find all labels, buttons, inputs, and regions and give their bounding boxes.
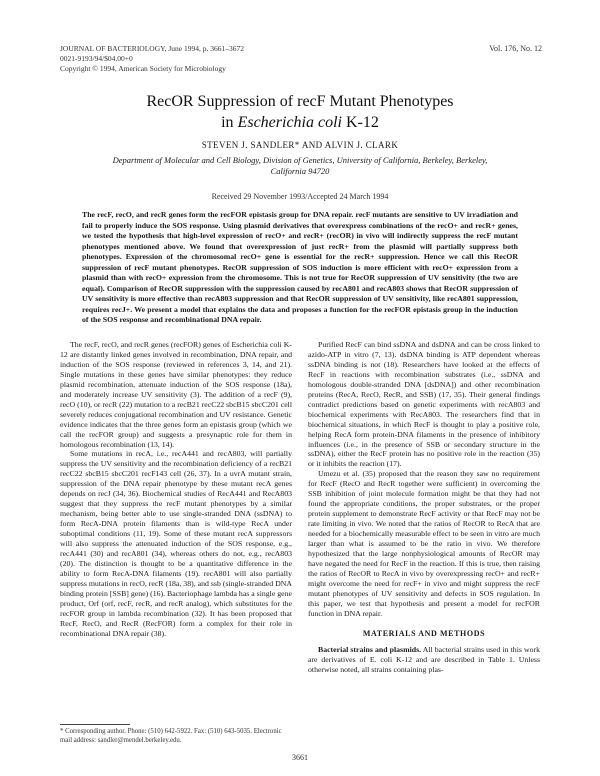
- issn-line: 0021-9193/94/$04.00+0: [60, 54, 133, 63]
- title-prefix: in: [221, 114, 238, 131]
- title-organism: Escherichia coli: [237, 114, 342, 131]
- paragraph-text: All bacterial strains used in this work are derivatives of E. coli K-12 and are described in Table 1. Unless otherwise noted, all strains containing plas-: [308, 644, 541, 674]
- right-column: [308, 340, 540, 675]
- body-paragraph: Purified RecF can bind ssDNA and dsDNA and can be cross linked to azido-ATP in vitro (7, 13). dsDNA binding is ATP dependent whereas ssDNA binding is not (18). Researchers have looked at the effects of RecF in reactions with recombination substrates (i.e., ssDNA and homologous double-stranded DNA [dsDNA]) and other recombination proteins (RecA, RecO, RecR, and SSB) (17, 35). Their general findings contradict predictions based on genetic experiments with recA803 and biochemical experiments with RecA803. The researchers find that in biochemical situations, in which RecF is thought to play a positive role, helping RecA form protein-DNA filaments in the presence of inhibitory influences (i.e., in the presence of SSB or secondary structure in the ssDNA), either the RecF protein has no positive role in the reaction (35) or it inhibits the reaction (17).: [308, 340, 540, 469]
- volume-number: Vol. 176, No. 12: [489, 44, 542, 53]
- body-paragraph: Umezu et al. (35) proposed that the reason they saw no requirement for RecF (RecO and RecR together were sufficient) in overcoming the SSB inhibition of joint molecule formation might be that they had not found the appropriate conditions, the proper substrates, or the proper protein supplement to demonstrate RecF activity or that RecF may not be rate limiting in vivo. We noted that the ratios of RecOR to RecA that are needed for a biochemically measurable effect to be seen in vitro are much larger than what is assumed to be the ratio in vivo. We therefore hypothesized that the large nonphysiological amounts of RecOR may have negated the need for RecF in the reaction. If this is true, then raising the ratios of RecOR to RecA in vivo by overexpressing recO+ and recR+ might overcome the need for recF+ in vivo and might suppress the recF mutant phenotypes of UV sensitivity and defects in SOS regulation. In this paper, we test that hypothesis and present a model for recFOR function in DNA repair.: [308, 469, 540, 618]
- copyright-line: Copyright © 1994, American Society for Microbiology: [60, 64, 226, 73]
- author-affiliation: Department of Molecular and Cell Biology, Division of Genetics, University of California, Berkeley, Berkeley, California 94720: [112, 155, 488, 176]
- article-title: [40, 91, 560, 133]
- section-heading: MATERIALS AND METHODS: [362, 628, 486, 638]
- title-suffix: K-12: [341, 114, 379, 131]
- body-paragraph: Some mutations in recA, i.e., recA441 and recA803, will partially suppress the UV sensitivity and the recombination deficiency of a recB21 recC22 sbcB15 sbcC201 recF143 cell (26, 37). In a uvrA mutant strain, suppression of the DNA repair phenotype by these mutant recA genes depends on recJ (34, 36). Biochemical studies of RecA441 and RecA803 suggest that they suppress the recF mutant phenotypes by a similar mechanism, being better able to use single-stranded DNA (ssDNA) to form RecA-DNA protein filaments than is wild-type RecA under suboptimal conditions (11, 19). Some of these mutant recA suppressors will also suppress the attenuated induction of the SOS response, e.g., recA441 (30) and recA801 (34), whereas others do not, e.g., recA803 (20). The distinction is thought to be a quantitative difference in the ability to form RecA-DNA filaments (19). recA801 will also partially suppress mutations in recO, recR (18a, 38), and ssb (single-stranded DNA binding protein [SSB] gene) (16). Bacteriophage lambda has a single gene product, Orf (orf, recF, recR, and recR analog), which substitutes for the recFOR group in lambda recombination (32). It has been proposed that RecF, RecO, and RecR (RecFOR) form a complex for their role in recombinational DNA repair (38).: [60, 449, 292, 638]
- subsection-runin-heading: Bacterial strains and plasmids.: [318, 644, 422, 654]
- footnote-rule: [60, 724, 130, 725]
- journal-citation: JOURNAL OF BACTERIOLOGY, June 1994, p. 3661–3672: [60, 44, 244, 53]
- title-line-1: RecOR Suppression of recF Mutant Phenotypes: [146, 93, 454, 110]
- corresponding-author-footnote: * Corresponding author. Phone: (510) 642-5922. Fax: (510) 643-5035. Electronic mail address: sandler@mendel.berkeley.edu.: [60, 728, 282, 744]
- received-dates: Received 29 November 1993/Accepted 24 March 1994: [211, 192, 389, 201]
- abstract: The recF, recO, and recR genes form the recFOR epistasis group for DNA repair. recF mutants are sensitive to UV irradiation and fail to properly induce the SOS response. Using plasmid derivatives that overexpress combinations of the recO+ and recR+ genes, we tested the hypothesis that high-level expression of recO+ and recR+ (recOR) in vivo will indirectly suppress the recF mutant phenotypes mentioned above. We found that overexpression of just recR+ from the plasmid will partially suppress both phenotypes. Expression of the chromosomal recO+ gene is essential for the recR+ suppression. Hence we call this RecOR suppression of recF mutant phenotypes. RecOR suppression of SOS induction is more efficient with recO+ expression from a plasmid than with recO+ expression from the chromosome. This is not true for RecOR suppression of UV sensitivity (the two are equal). Comparison of RecOR suppression with the suppression caused by recA801 and recA803 shows that RecOR suppression of UV sensitivity is more effective than recA803 suppression and that RecOR suppression of UV sensitivity, like recA801 suppression, requires recJ+. We present a model that explains the data and proposes a function for the recFOR epistasis group in the induction of the SOS response and recombinational DNA repair.: [82, 210, 518, 324]
- body-paragraph: The recF, recO, and recR genes (recFOR) genes of Escherichia coli K-12 are distantly linked genes involved in recombination, DNA repair, and induction of the SOS response (reviewed in references 3, 14, and 21). Single mutations in these genes have similar phenotypes: they reduce plasmid recombination, attenuate induction of the SOS response (18a), and moderately increase UV sensitivity (3). The addition of a recF (9), recO (10), or recR (22) mutation to a recB21 recC22 sbcB15 sbcC201 cell severely reduces conjugational recombination and UV resistance. Genetic evidence indicates that the three genes form an epistasis group (which we call the recFOR group) and suggests a presynaptic role for them in homologous recombination (13, 14).: [60, 340, 292, 449]
- title-line-2: [40, 112, 560, 133]
- body-paragraph: [308, 645, 540, 675]
- journal-header: [60, 44, 360, 74]
- page-number: 3661: [292, 753, 308, 762]
- author-list: STEVEN J. SANDLER* AND ALVIN J. CLARK: [201, 140, 399, 150]
- left-column: [60, 340, 292, 639]
